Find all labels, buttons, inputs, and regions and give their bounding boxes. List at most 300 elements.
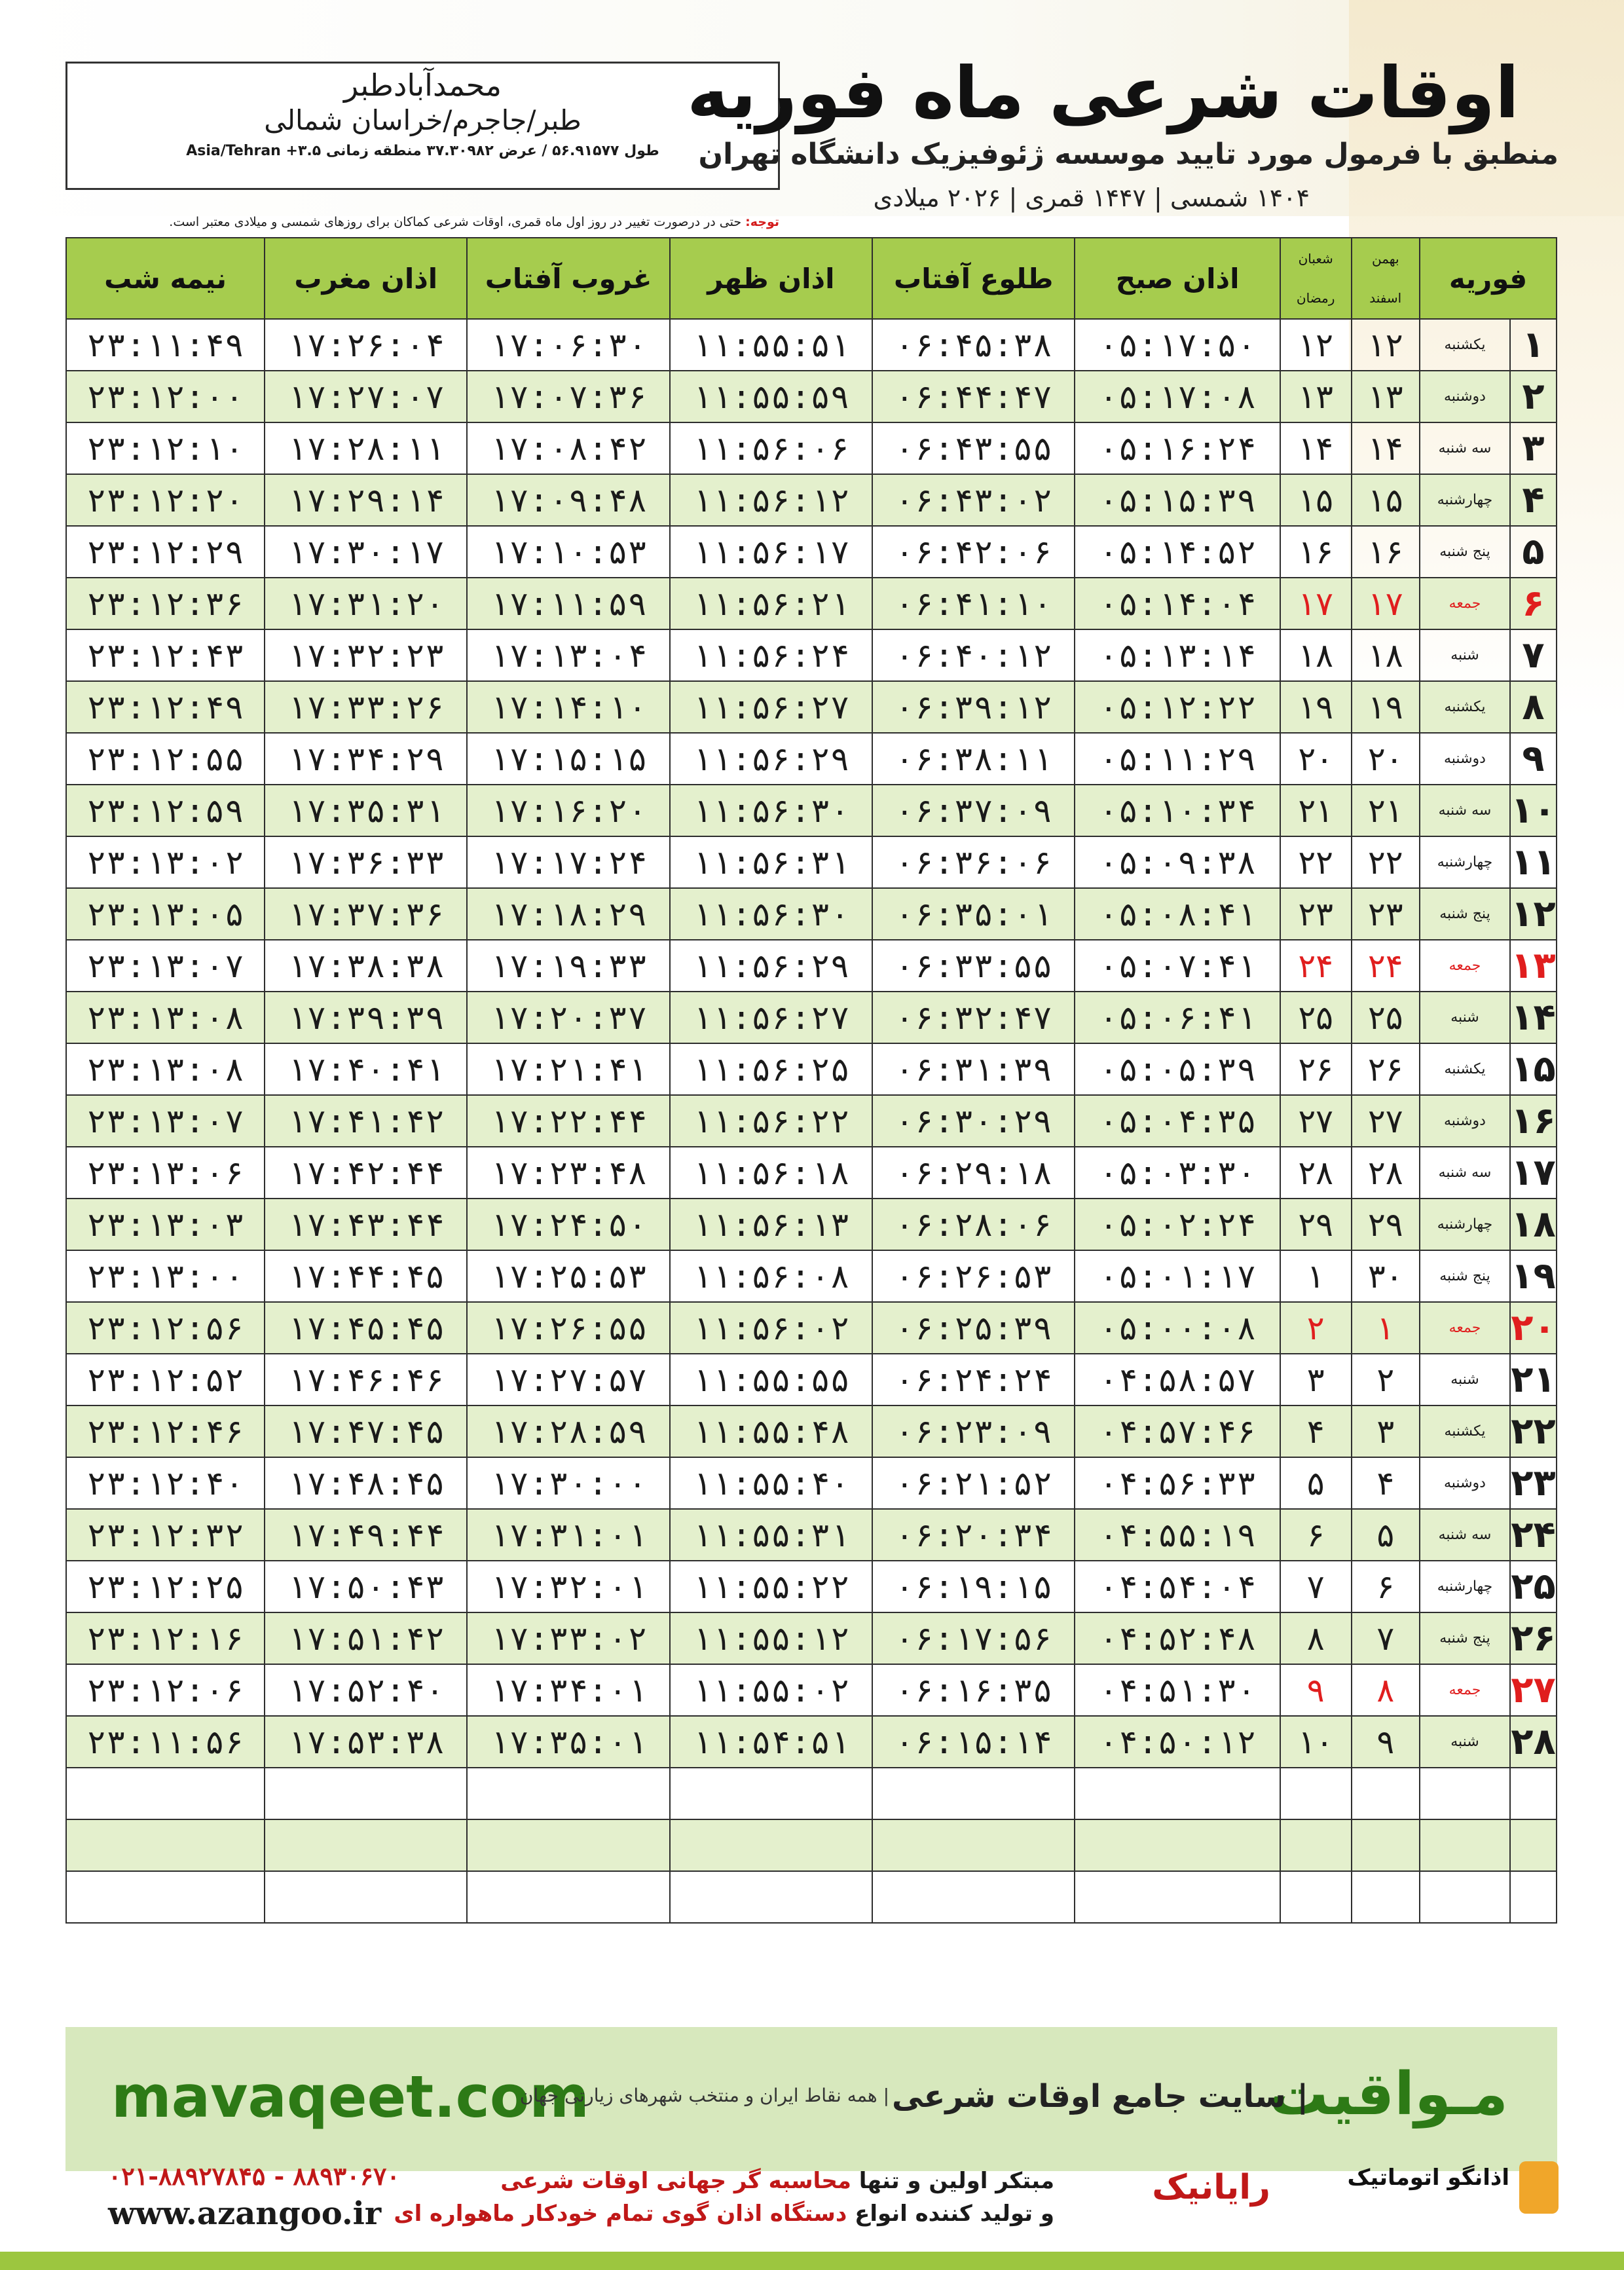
- table-row: [66, 1250, 1557, 1302]
- empty-cell: [1420, 1819, 1510, 1871]
- cell-dhuhr: ۱۱:۵۶:۳۰: [670, 888, 872, 940]
- empty-cell: [265, 1768, 467, 1819]
- cell-day: ۲۵: [1510, 1561, 1557, 1612]
- cell-dhuhr: ۱۱:۵۶:۲۵: [670, 1043, 872, 1095]
- cell-wd: جمعه: [1420, 1664, 1510, 1716]
- cell-sunset: ۱۷:۱۶:۲۰: [467, 785, 669, 836]
- cell-maghrib: ۱۷:۲۷:۰۷: [265, 371, 467, 422]
- cell-midnight: ۲۳:۱۳:۰۸: [66, 1043, 265, 1095]
- cell-midnight: ۲۳:۱۲:۴۹: [66, 681, 265, 733]
- empty-cell: [1510, 1768, 1557, 1819]
- cell-qm: ۲۹: [1280, 1199, 1352, 1250]
- cell-midnight: ۲۳:۱۲:۵۲: [66, 1354, 265, 1405]
- cell-sh: ۶: [1352, 1561, 1420, 1612]
- cell-fajr: ۰۵:۰۰:۰۸: [1075, 1302, 1280, 1354]
- empty-cell: [66, 1819, 265, 1871]
- city-name: محمدآبادطبر: [343, 67, 502, 103]
- cell-wd: شنبه: [1420, 992, 1510, 1043]
- cell-maghrib: ۱۷:۴۶:۴۶: [265, 1354, 467, 1405]
- cell-wd: پنج شنبه: [1420, 1612, 1510, 1664]
- cell-day: ۲۰: [1510, 1302, 1557, 1354]
- cell-dhuhr: ۱۱:۵۵:۰۲: [670, 1664, 872, 1716]
- cell-dhuhr: ۱۱:۵۶:۰۲: [670, 1302, 872, 1354]
- cell-sunrise: ۰۶:۳۵:۰۱: [872, 888, 1075, 940]
- cell-day: ۱۵: [1510, 1043, 1557, 1095]
- cell-sh: ۱۴: [1352, 422, 1420, 474]
- cell-maghrib: ۱۷:۳۳:۲۶: [265, 681, 467, 733]
- cell-fajr: ۰۵:۱۳:۱۴: [1075, 629, 1280, 681]
- cell-midnight: ۲۳:۱۲:۰۶: [66, 1664, 265, 1716]
- cell-midnight: ۲۳:۱۲:۴۰: [66, 1457, 265, 1509]
- cell-sunrise: ۰۶:۴۳:۵۵: [872, 422, 1075, 474]
- empty-cell: [872, 1768, 1075, 1819]
- empty-cell: [1280, 1819, 1352, 1871]
- empty-cell: [670, 1871, 872, 1923]
- cell-maghrib: ۱۷:۵۲:۴۰: [265, 1664, 467, 1716]
- cell-maghrib: ۱۷:۳۹:۳۹: [265, 992, 467, 1043]
- empty-cell: [1075, 1768, 1280, 1819]
- cell-sunset: ۱۷:۲۴:۵۰: [467, 1199, 669, 1250]
- cell-day: ۲۶: [1510, 1612, 1557, 1664]
- cell-wd: یکشنبه: [1420, 681, 1510, 733]
- cell-sunrise: ۰۶:۱۹:۱۵: [872, 1561, 1075, 1612]
- cell-day: ۵: [1510, 526, 1557, 578]
- cell-dhuhr: ۱۱:۵۶:۲۹: [670, 733, 872, 785]
- note-text: حتی در درصورت تغییر در روز اول ماه قمری، اوقات شرعی کماکان برای روزهای شمسی و میلادی معتبر است.: [169, 215, 742, 229]
- cell-sunrise: ۰۶:۴۲:۰۶: [872, 526, 1075, 578]
- cell-fajr: ۰۵:۱۴:۰۴: [1075, 578, 1280, 629]
- cell-day: ۲۴: [1510, 1509, 1557, 1561]
- cell-sunset: ۱۷:۱۵:۱۵: [467, 733, 669, 785]
- header-qamari: [1280, 238, 1352, 319]
- cell-fajr: ۰۴:۵۱:۳۰: [1075, 1664, 1280, 1716]
- cell-wd: یکشنبه: [1420, 1405, 1510, 1457]
- empty-row: [66, 1819, 1557, 1871]
- cell-sunset: ۱۷:۰۹:۴۸: [467, 474, 669, 526]
- header-qamari-bottom: رمضان: [1296, 290, 1335, 306]
- cell-sunrise: ۰۶:۴۴:۴۷: [872, 371, 1075, 422]
- cell-sunset: ۱۷:۰۷:۳۶: [467, 371, 669, 422]
- empty-cell: [1280, 1871, 1352, 1923]
- cell-dhuhr: ۱۱:۵۶:۲۷: [670, 681, 872, 733]
- cell-sh: ۴: [1352, 1457, 1420, 1509]
- cell-wd: یکشنبه: [1420, 319, 1510, 371]
- empty-cell: [66, 1871, 265, 1923]
- coordinates: طول ۵۶.۹۱۵۷۷ / عرض ۳۷.۳۰۹۸۲ منطقه زمانی ۳.۵+ Asia/Tehran: [186, 143, 659, 159]
- cell-fajr: ۰۵:۰۸:۴۱: [1075, 888, 1280, 940]
- cell-sh: ۱: [1352, 1302, 1420, 1354]
- cell-sunset: ۱۷:۳۳:۰۲: [467, 1612, 669, 1664]
- cell-dhuhr: ۱۱:۵۵:۵۵: [670, 1354, 872, 1405]
- azangoo-logo-icon: [1519, 2161, 1559, 2214]
- cell-sh: ۲۳: [1352, 888, 1420, 940]
- cell-maghrib: ۱۷:۴۲:۴۴: [265, 1147, 467, 1199]
- cell-maghrib: ۱۷:۲۹:۱۴: [265, 474, 467, 526]
- cell-sunset: ۱۷:۲۰:۳۷: [467, 992, 669, 1043]
- cell-dhuhr: ۱۱:۵۶:۲۱: [670, 578, 872, 629]
- cell-wd: چهارشنبه: [1420, 1561, 1510, 1612]
- cell-wd: پنج شنبه: [1420, 526, 1510, 578]
- cell-sunrise: ۰۶:۳۲:۴۷: [872, 992, 1075, 1043]
- table-row: [66, 1664, 1557, 1716]
- cell-wd: سه شنبه: [1420, 422, 1510, 474]
- cell-wd: پنج شنبه: [1420, 1250, 1510, 1302]
- cell-fajr: ۰۴:۵۶:۳۳: [1075, 1457, 1280, 1509]
- empty-cell: [265, 1871, 467, 1923]
- table-row: [66, 785, 1557, 836]
- cell-maghrib: ۱۷:۴۵:۴۵: [265, 1302, 467, 1354]
- cell-sunrise: ۰۶:۲۱:۵۲: [872, 1457, 1075, 1509]
- cell-dhuhr: ۱۱:۵۵:۴۰: [670, 1457, 872, 1509]
- header-midnight: نیمه شب: [66, 238, 265, 319]
- cell-day: ۶: [1510, 578, 1557, 629]
- cell-qm: ۹: [1280, 1664, 1352, 1716]
- cell-midnight: ۲۳:۱۳:۰۳: [66, 1199, 265, 1250]
- promo-line-1: [394, 2165, 1054, 2197]
- cell-fajr: ۰۵:۱۲:۲۲: [1075, 681, 1280, 733]
- cell-sh: ۲۲: [1352, 836, 1420, 888]
- cell-maghrib: ۱۷:۲۸:۱۱: [265, 422, 467, 474]
- cell-maghrib: ۱۷:۳۵:۳۱: [265, 785, 467, 836]
- cell-sunrise: ۰۶:۳۸:۱۱: [872, 733, 1075, 785]
- cell-sunset: ۱۷:۱۸:۲۹: [467, 888, 669, 940]
- cell-maghrib: ۱۷:۳۷:۳۶: [265, 888, 467, 940]
- empty-cell: [467, 1819, 669, 1871]
- cell-midnight: ۲۳:۱۲:۳۲: [66, 1509, 265, 1561]
- cell-fajr: ۰۵:۰۳:۳۰: [1075, 1147, 1280, 1199]
- cell-dhuhr: ۱۱:۵۴:۵۱: [670, 1716, 872, 1768]
- table-row: [66, 629, 1557, 681]
- cell-sunrise: ۰۶:۴۳:۰۲: [872, 474, 1075, 526]
- cell-qm: ۱۶: [1280, 526, 1352, 578]
- header-qamari-top: شعبان: [1298, 251, 1333, 267]
- cell-fajr: ۰۵:۰۷:۴۱: [1075, 940, 1280, 992]
- empty-row: [66, 1871, 1557, 1923]
- cell-qm: ۲۷: [1280, 1095, 1352, 1147]
- header-sunset: غروب آفتاب: [467, 238, 669, 319]
- cell-sunset: ۱۷:۲۵:۵۳: [467, 1250, 669, 1302]
- cell-midnight: ۲۳:۱۱:۴۹: [66, 319, 265, 371]
- cell-midnight: ۲۳:۱۳:۰۰: [66, 1250, 265, 1302]
- cell-wd: شنبه: [1420, 1716, 1510, 1768]
- cell-dhuhr: ۱۱:۵۶:۱۸: [670, 1147, 872, 1199]
- cell-fajr: ۰۵:۰۶:۴۱: [1075, 992, 1280, 1043]
- table-row: [66, 1457, 1557, 1509]
- promo-line-2-a: و تولید کننده انواع: [855, 2201, 1054, 2227]
- rayanik-logo: رایانیک: [1152, 2168, 1270, 2207]
- cell-dhuhr: ۱۱:۵۵:۴۸: [670, 1405, 872, 1457]
- cell-wd: شنبه: [1420, 1354, 1510, 1405]
- cell-sunset: ۱۷:۲۱:۴۱: [467, 1043, 669, 1095]
- cell-qm: ۲۴: [1280, 940, 1352, 992]
- empty-cell: [670, 1768, 872, 1819]
- cell-fajr: ۰۵:۱۶:۲۴: [1075, 422, 1280, 474]
- location-box: [65, 62, 780, 190]
- promo-line-2: [394, 2197, 1054, 2230]
- cell-midnight: ۲۳:۱۳:۰۷: [66, 940, 265, 992]
- cell-qm: ۱: [1280, 1250, 1352, 1302]
- cell-day: ۲۱: [1510, 1354, 1557, 1405]
- cell-day: ۴: [1510, 474, 1557, 526]
- cell-day: ۱۶: [1510, 1095, 1557, 1147]
- cell-qm: ۸: [1280, 1612, 1352, 1664]
- header-sunrise: طلوع آفتاب: [872, 238, 1075, 319]
- header-shamsi: [1352, 238, 1420, 319]
- empty-cell: [872, 1819, 1075, 1871]
- cell-day: ۹: [1510, 733, 1557, 785]
- cell-dhuhr: ۱۱:۵۶:۲۲: [670, 1095, 872, 1147]
- cell-day: ۷: [1510, 629, 1557, 681]
- phone-numbers: ۰۲۱-۸۸۹۲۷۸۴۵ - ۸۸۹۳۰۶۷۰: [108, 2161, 400, 2191]
- cell-maghrib: ۱۷:۴۷:۴۵: [265, 1405, 467, 1457]
- cell-day: ۳: [1510, 422, 1557, 474]
- table-row: [66, 1354, 1557, 1405]
- table-row: [66, 1561, 1557, 1612]
- cell-day: ۸: [1510, 681, 1557, 733]
- cell-sunset: ۱۷:۳۰:۰۰: [467, 1457, 669, 1509]
- cell-sh: ۳۰: [1352, 1250, 1420, 1302]
- cell-qm: ۲: [1280, 1302, 1352, 1354]
- table-row: [66, 992, 1557, 1043]
- table-row: [66, 319, 1557, 371]
- cell-fajr: ۰۵:۱۷:۵۰: [1075, 319, 1280, 371]
- cell-fajr: ۰۵:۱۴:۵۲: [1075, 526, 1280, 578]
- cell-day: ۱۴: [1510, 992, 1557, 1043]
- cell-day: ۱: [1510, 319, 1557, 371]
- cell-sh: ۲: [1352, 1354, 1420, 1405]
- empty-cell: [265, 1819, 467, 1871]
- cell-wd: دوشنبه: [1420, 1095, 1510, 1147]
- cell-midnight: ۲۳:۱۳:۰۶: [66, 1147, 265, 1199]
- cell-qm: ۲۲: [1280, 836, 1352, 888]
- cell-sh: ۸: [1352, 1664, 1420, 1716]
- banner-tagline: | سایت جامع اوقات شرعی: [892, 2078, 1308, 2115]
- cell-dhuhr: ۱۱:۵۶:۲۷: [670, 992, 872, 1043]
- cell-sunset: ۱۷:۲۷:۵۷: [467, 1354, 669, 1405]
- header-shamsi-top: بهمن: [1371, 251, 1399, 267]
- page-subtitle: منطبق با فرمول مورد تایید موسسه ژئوفیزیک دانشگاه تهران: [698, 138, 1559, 171]
- empty-cell: [1420, 1871, 1510, 1923]
- cell-qm: ۴: [1280, 1405, 1352, 1457]
- cell-sunrise: ۰۶:۳۱:۳۹: [872, 1043, 1075, 1095]
- cell-sunset: ۱۷:۱۳:۰۴: [467, 629, 669, 681]
- cell-dhuhr: ۱۱:۵۶:۱۷: [670, 526, 872, 578]
- cell-day: ۲۳: [1510, 1457, 1557, 1509]
- cell-day: ۲: [1510, 371, 1557, 422]
- cell-sunrise: ۰۶:۴۱:۱۰: [872, 578, 1075, 629]
- footer-website[interactable]: www.azangoo.ir: [108, 2195, 382, 2232]
- table-row: [66, 888, 1557, 940]
- cell-sh: ۲۵: [1352, 992, 1420, 1043]
- site-banner: [65, 2027, 1557, 2171]
- cell-midnight: ۲۳:۱۲:۴۶: [66, 1405, 265, 1457]
- cell-maghrib: ۱۷:۵۱:۴۲: [265, 1612, 467, 1664]
- cell-fajr: ۰۴:۵۴:۰۴: [1075, 1561, 1280, 1612]
- cell-day: ۱۳: [1510, 940, 1557, 992]
- cell-sunrise: ۰۶:۲۶:۵۳: [872, 1250, 1075, 1302]
- cell-sunrise: ۰۶:۳۶:۰۶: [872, 836, 1075, 888]
- cell-fajr: ۰۴:۵۰:۱۲: [1075, 1716, 1280, 1768]
- cell-maghrib: ۱۷:۳۸:۳۸: [265, 940, 467, 992]
- cell-maghrib: ۱۷:۴۴:۴۵: [265, 1250, 467, 1302]
- cell-qm: ۲۵: [1280, 992, 1352, 1043]
- cell-wd: چهارشنبه: [1420, 1199, 1510, 1250]
- cell-sh: ۱۲: [1352, 319, 1420, 371]
- note-label: توجه:: [745, 215, 779, 229]
- cell-sunset: ۱۷:۲۲:۴۴: [467, 1095, 669, 1147]
- empty-cell: [1510, 1819, 1557, 1871]
- cell-sunrise: ۰۶:۳۹:۱۲: [872, 681, 1075, 733]
- page-title: اوقات شرعی ماه فوریه: [686, 52, 1519, 134]
- cell-qm: ۱۷: [1280, 578, 1352, 629]
- cell-midnight: ۲۳:۱۲:۲۰: [66, 474, 265, 526]
- cell-dhuhr: ۱۱:۵۵:۵۱: [670, 319, 872, 371]
- cell-sunset: ۱۷:۳۲:۰۱: [467, 1561, 669, 1612]
- cell-sunset: ۱۷:۳۵:۰۱: [467, 1716, 669, 1768]
- table-row: [66, 578, 1557, 629]
- cell-fajr: ۰۵:۰۲:۲۴: [1075, 1199, 1280, 1250]
- cell-wd: جمعه: [1420, 940, 1510, 992]
- cell-fajr: ۰۴:۵۷:۴۶: [1075, 1405, 1280, 1457]
- azangoo-logo: اذانگو اتوماتیک: [1347, 2165, 1509, 2191]
- cell-midnight: ۲۳:۱۲:۲۵: [66, 1561, 265, 1612]
- cell-maghrib: ۱۷:۳۴:۲۹: [265, 733, 467, 785]
- cell-midnight: ۲۳:۱۲:۴۳: [66, 629, 265, 681]
- cell-wd: دوشنبه: [1420, 371, 1510, 422]
- cell-maghrib: ۱۷:۳۰:۱۷: [265, 526, 467, 578]
- region-name: طبر/جاجرم/خراسان شمالی: [264, 104, 581, 136]
- cell-sunset: ۱۷:۳۱:۰۱: [467, 1509, 669, 1561]
- cell-sh: ۱۹: [1352, 681, 1420, 733]
- cell-wd: پنج شنبه: [1420, 888, 1510, 940]
- cell-qm: ۲۰: [1280, 733, 1352, 785]
- table-body: [66, 319, 1557, 1923]
- site-url[interactable]: mavaqeet.com: [111, 2063, 589, 2130]
- cell-sunrise: ۰۶:۱۷:۵۶: [872, 1612, 1075, 1664]
- cell-sunrise: ۰۶:۱۵:۱۴: [872, 1716, 1075, 1768]
- promo-line-2-b: دستگاه اذان گوی تمام خودکار ماهواره ای: [394, 2201, 847, 2227]
- empty-cell: [1510, 1871, 1557, 1923]
- cell-day: ۱۷: [1510, 1147, 1557, 1199]
- cell-sh: ۱۷: [1352, 578, 1420, 629]
- cell-midnight: ۲۳:۱۲:۱۰: [66, 422, 265, 474]
- cell-fajr: ۰۵:۱۰:۳۴: [1075, 785, 1280, 836]
- cell-maghrib: ۱۷:۵۰:۴۳: [265, 1561, 467, 1612]
- cell-dhuhr: ۱۱:۵۶:۱۲: [670, 474, 872, 526]
- cell-qm: ۲۳: [1280, 888, 1352, 940]
- table-row: [66, 1095, 1557, 1147]
- cell-wd: دوشنبه: [1420, 733, 1510, 785]
- cell-midnight: ۲۳:۱۳:۰۵: [66, 888, 265, 940]
- prayer-table-container: [65, 237, 1557, 1924]
- header-shamsi-bottom: اسفند: [1369, 290, 1402, 306]
- cell-sunrise: ۰۶:۲۵:۳۹: [872, 1302, 1075, 1354]
- empty-cell: [1280, 1768, 1352, 1819]
- empty-cell: [467, 1768, 669, 1819]
- cell-sunset: ۱۷:۲۳:۴۸: [467, 1147, 669, 1199]
- cell-midnight: ۲۳:۱۲:۱۶: [66, 1612, 265, 1664]
- table-row: [66, 681, 1557, 733]
- cell-sh: ۲۶: [1352, 1043, 1420, 1095]
- cell-maghrib: ۱۷:۴۰:۴۱: [265, 1043, 467, 1095]
- cell-maghrib: ۱۷:۴۸:۴۵: [265, 1457, 467, 1509]
- cell-dhuhr: ۱۱:۵۶:۳۱: [670, 836, 872, 888]
- cell-sunset: ۱۷:۰۶:۳۰: [467, 319, 669, 371]
- cell-sunset: ۱۷:۱۱:۵۹: [467, 578, 669, 629]
- cell-sunset: ۱۷:۱۰:۵۳: [467, 526, 669, 578]
- cell-sh: ۱۵: [1352, 474, 1420, 526]
- table-header: [66, 238, 1557, 319]
- cell-sunrise: ۰۶:۳۰:۲۹: [872, 1095, 1075, 1147]
- banner-subtagline: | همه نقاط ایران و منتخب شهرهای زیارتی جهان: [519, 2085, 889, 2106]
- cell-sunset: ۱۷:۱۹:۳۳: [467, 940, 669, 992]
- cell-midnight: ۲۳:۱۲:۵۹: [66, 785, 265, 836]
- cell-dhuhr: ۱۱:۵۵:۱۲: [670, 1612, 872, 1664]
- cell-sunrise: ۰۶:۲۴:۲۴: [872, 1354, 1075, 1405]
- cell-sunrise: ۰۶:۱۶:۳۵: [872, 1664, 1075, 1716]
- cell-day: ۱۹: [1510, 1250, 1557, 1302]
- cell-dhuhr: ۱۱:۵۵:۵۹: [670, 371, 872, 422]
- cell-wd: چهارشنبه: [1420, 474, 1510, 526]
- cell-sh: ۳: [1352, 1405, 1420, 1457]
- cell-sh: ۹: [1352, 1716, 1420, 1768]
- cell-fajr: ۰۵:۱۱:۲۹: [1075, 733, 1280, 785]
- cell-sunrise: ۰۶:۲۸:۰۶: [872, 1199, 1075, 1250]
- cell-dhuhr: ۱۱:۵۶:۰۸: [670, 1250, 872, 1302]
- header-fajr: اذان صبح: [1075, 238, 1280, 319]
- cell-midnight: ۲۳:۱۳:۰۲: [66, 836, 265, 888]
- cell-maghrib: ۱۷:۳۱:۲۰: [265, 578, 467, 629]
- cell-dhuhr: ۱۱:۵۵:۳۱: [670, 1509, 872, 1561]
- cell-qm: ۲۱: [1280, 785, 1352, 836]
- cell-sh: ۲۸: [1352, 1147, 1420, 1199]
- cell-wd: سه شنبه: [1420, 1509, 1510, 1561]
- cell-midnight: ۲۳:۱۳:۰۸: [66, 992, 265, 1043]
- table-row: [66, 422, 1557, 474]
- promo-line-1-a: مبتکر اولین و تنها: [858, 2168, 1054, 2194]
- cell-sunset: ۱۷:۱۴:۱۰: [467, 681, 669, 733]
- cell-fajr: ۰۵:۰۹:۳۸: [1075, 836, 1280, 888]
- table-row: [66, 1716, 1557, 1768]
- cell-maghrib: ۱۷:۴۳:۴۴: [265, 1199, 467, 1250]
- cell-day: ۱۰: [1510, 785, 1557, 836]
- table-row: [66, 1199, 1557, 1250]
- empty-cell: [1420, 1768, 1510, 1819]
- cell-sunrise: ۰۶:۲۳:۰۹: [872, 1405, 1075, 1457]
- cell-sh: ۲۷: [1352, 1095, 1420, 1147]
- table-row: [66, 1509, 1557, 1561]
- header-month: فوریه: [1420, 238, 1557, 319]
- cell-maghrib: ۱۷:۵۳:۳۸: [265, 1716, 467, 1768]
- cell-qm: ۱۳: [1280, 371, 1352, 422]
- cell-sunset: ۱۷:۲۸:۵۹: [467, 1405, 669, 1457]
- cell-qm: ۲۶: [1280, 1043, 1352, 1095]
- table-row: [66, 1147, 1557, 1199]
- cell-qm: ۵: [1280, 1457, 1352, 1509]
- cell-dhuhr: ۱۱:۵۶:۲۹: [670, 940, 872, 992]
- cell-sh: ۷: [1352, 1612, 1420, 1664]
- cell-sh: ۲۱: [1352, 785, 1420, 836]
- brand-logo-text: مـواقیت: [1269, 2060, 1508, 2129]
- cell-wd: جمعه: [1420, 1302, 1510, 1354]
- cell-dhuhr: ۱۱:۵۶:۱۳: [670, 1199, 872, 1250]
- cell-qm: ۱۵: [1280, 474, 1352, 526]
- empty-cell: [1352, 1871, 1420, 1923]
- cell-day: ۱۱: [1510, 836, 1557, 888]
- cell-fajr: ۰۴:۵۸:۵۷: [1075, 1354, 1280, 1405]
- empty-cell: [872, 1871, 1075, 1923]
- cell-dhuhr: ۱۱:۵۶:۰۶: [670, 422, 872, 474]
